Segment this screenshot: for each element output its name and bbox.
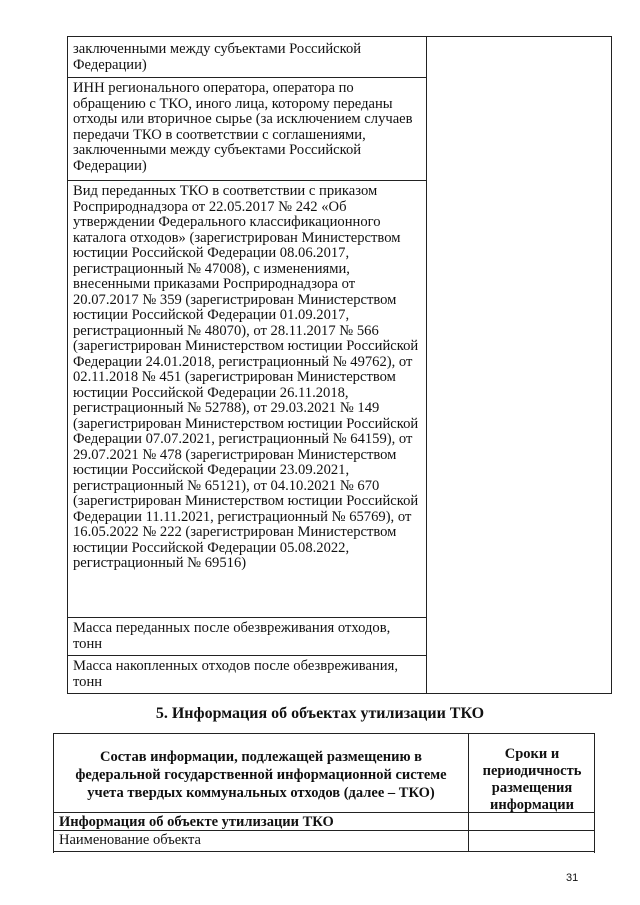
lower-table (53, 733, 595, 853)
table-row-divider (54, 812, 594, 813)
table-cell-waste-type: Вид переданных ТКО в соответствии с приказом Росприроднадзора от 22.05.2017 № 242 «Об утверждении Федерального классификационного каталога отходов» (зарегистрирован Министерством юстиции Российской Федерации 08.06.2017, регистрационный № 47008), с изменениями, внесенными приказами Росприроднадзора от 20.07.2017 № 359 (зарегистрирован Министерством юстиции Российской Федерации 01.09.2017, регистрационный № 48070), от 28.11.2017 № 566 (зарегистрирован Министерством юстиции Российской Федерации 24.01.2018, регистрационный № 49762), от 02.11.2018 № 451 (зарегистрирован Министерством юстиции Российской Федерации 26.11.2018, регистрационный № 52788), от 29.03.2021 № 149 (зарегистрирован Министерством юстиции Российской Федерации 07.07.2021, регистрационный № 64159), от 29.07.2021 № 478 (зарегистрирован Министерством юстиции Российской Федерации 23.09.2021, регистрационный № 65121), от 04.10.2021 № 670 (зарегистрирован Министерством юстиции Российской Федерации 11.11.2021, регистрационный № 65769), от 16.05.2022 № 222 (зарегистрирован Министерством юстиции Российской Федерации 05.08.2022, регистрационный № 69516) (73, 183, 419, 571)
header-timing-periodicity: Сроки и периодичность размещения информации (482, 746, 582, 813)
page-number: 31 (566, 872, 579, 884)
table-row-divider (68, 180, 426, 181)
table-row-divider (68, 77, 426, 78)
table-cell-mass-transferred: Масса переданных после обезвреживания отходов, тонн (73, 620, 391, 652)
table-cell-federation-agreements: заключенными между субъектами Российской Федерации) (73, 41, 362, 73)
table-cell-mass-accumulated: Масса накопленных отходов после обезвреживания, тонн (73, 658, 398, 690)
table-row-divider (68, 655, 426, 656)
row-object-name: Наименование объекта (59, 832, 201, 848)
table-column-divider (426, 37, 427, 693)
subheader-utilization-object: Информация об объекте утилизации ТКО (59, 814, 334, 830)
table-row-divider (54, 830, 594, 831)
header-information-composition: Состав информации, подлежащей размещению в федеральной государственной информационной системе учета твердых коммунальных отходов (далее – ТКО) (75, 749, 447, 801)
upper-table (67, 36, 612, 694)
table-cell-inn: ИНН регионального оператора, оператора по обращению с ТКО, иного лица, которому переданы отходы или вторичное сырье (за исключением случаев передачи ТКО в соответствии с соглашениями, заключенными между субъектами Российской Федерации) (73, 80, 413, 174)
section-heading: 5. Информация об объектах утилизации ТКО (155, 705, 485, 722)
table-row-divider (68, 617, 426, 618)
table-row-divider (54, 851, 594, 852)
